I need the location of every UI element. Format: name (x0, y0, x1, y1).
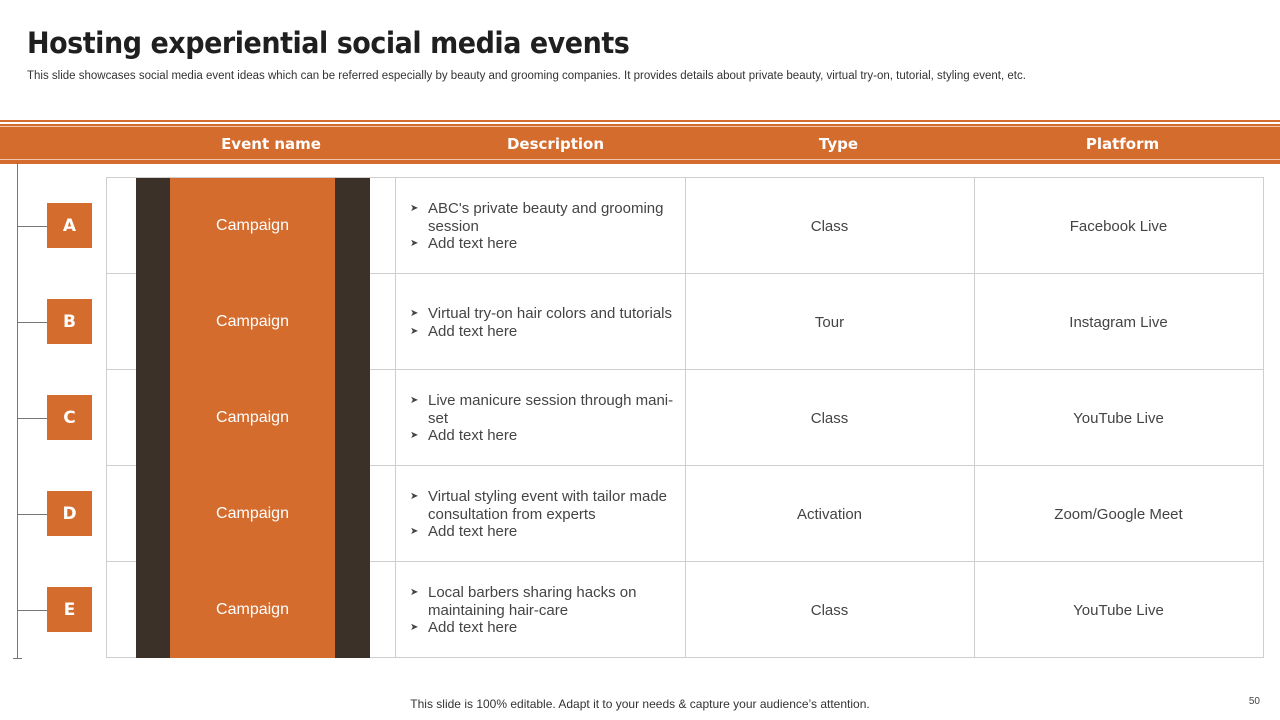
table-row (107, 562, 1263, 658)
timeline-tick (17, 226, 47, 227)
event-name-cell: Campaign (170, 178, 335, 274)
header-type: Type (818, 135, 859, 153)
timeline-tick (17, 322, 47, 323)
description-bullet (407, 392, 677, 427)
page-number: 50 (1248, 696, 1260, 707)
type-cell: Class (810, 409, 849, 427)
platform-cell: YouTube Live (1073, 409, 1164, 427)
bullet-text: Add text here (428, 235, 518, 252)
arrow-bullet-icon: ➤ (410, 325, 419, 337)
type-cell: Class (810, 601, 849, 619)
event-name-cell: Campaign (170, 562, 335, 658)
event-name-cell: Campaign (170, 466, 335, 562)
table-row (107, 370, 1263, 466)
slide-title: Hosting experiential social media events (27, 26, 630, 60)
table-row (107, 178, 1263, 274)
row-marker-b: B (47, 299, 92, 344)
bullet-text: Add text here (428, 322, 518, 340)
slide-subtitle: This slide showcases social media event ideas which can be referred especially by beauty and grooming companies. It provides details about private beauty, virtual try-on, tutorial, styling event, etc. (27, 70, 1026, 82)
timeline-tick (17, 610, 47, 611)
arrow-bullet-icon: ➤ (410, 203, 419, 214)
arrow-bullet-icon: ➤ (410, 622, 419, 633)
bullet-text: ABC's private beauty and grooming session (428, 200, 664, 235)
timeline-spine (17, 162, 18, 659)
bullet-text: Add text here (428, 427, 518, 444)
bullet-text: Add text here (428, 523, 518, 540)
description-bullet (407, 619, 677, 637)
description-bullet (407, 323, 677, 341)
description-bullet (407, 235, 677, 253)
bullet-text: Virtual styling event with tailor made consultation from experts (428, 488, 668, 523)
arrow-bullet-icon: ➤ (410, 308, 419, 319)
timeline-tick (17, 418, 47, 419)
arrow-bullet-icon: ➤ (410, 395, 419, 406)
timeline-tick (17, 514, 47, 515)
platform-cell: YouTube Live (1073, 601, 1164, 619)
description-cell (407, 305, 677, 340)
description-bullet (407, 305, 677, 323)
description-cell (407, 584, 677, 637)
event-name-cell: Campaign (170, 370, 335, 466)
header-platform: Platform (1085, 135, 1160, 153)
arrow-bullet-icon: ➤ (410, 491, 419, 502)
row-marker-a: A (47, 203, 92, 248)
table-row (107, 466, 1263, 562)
table-row (107, 274, 1263, 370)
bullet-text: Local barbers sharing hacks on maintaining hair-care (428, 584, 637, 619)
arrow-bullet-icon: ➤ (410, 430, 419, 441)
description-bullet (407, 427, 677, 445)
platform-cell: Zoom/Google Meet (1054, 505, 1183, 523)
slide-footer: This slide is 100% editable. Adapt it to your needs & capture your audience’s attention. (410, 697, 870, 711)
bullet-text: Add text here (428, 619, 518, 636)
platform-cell: Instagram Live (1069, 313, 1168, 331)
description-bullet (407, 523, 677, 541)
description-cell (407, 200, 677, 253)
arrow-bullet-icon: ➤ (410, 238, 419, 249)
description-bullet (407, 488, 677, 523)
bullet-text: Live manicure session through mani-set (428, 392, 674, 427)
arrow-bullet-icon: ➤ (410, 526, 419, 537)
row-marker-c: C (47, 395, 92, 440)
events-table (106, 177, 1264, 658)
type-cell: Class (810, 217, 849, 235)
event-name-cell: Campaign (170, 274, 335, 370)
timeline-spine-end (13, 658, 22, 659)
type-cell: Tour (814, 313, 845, 331)
header-description: Description (506, 135, 605, 153)
header-event-name: Event name (221, 135, 321, 153)
row-marker-e: E (47, 587, 92, 632)
description-cell (407, 488, 677, 541)
description-bullet (407, 200, 677, 235)
bullet-text: Virtual try-on hair colors and tutorials (428, 305, 672, 322)
table-header (0, 122, 1280, 162)
platform-cell: Facebook Live (1069, 217, 1168, 235)
description-bullet (407, 584, 677, 619)
arrow-bullet-icon: ➤ (410, 587, 419, 598)
type-cell: Activation (796, 505, 863, 523)
description-cell (407, 392, 677, 445)
row-marker-d: D (47, 491, 92, 536)
